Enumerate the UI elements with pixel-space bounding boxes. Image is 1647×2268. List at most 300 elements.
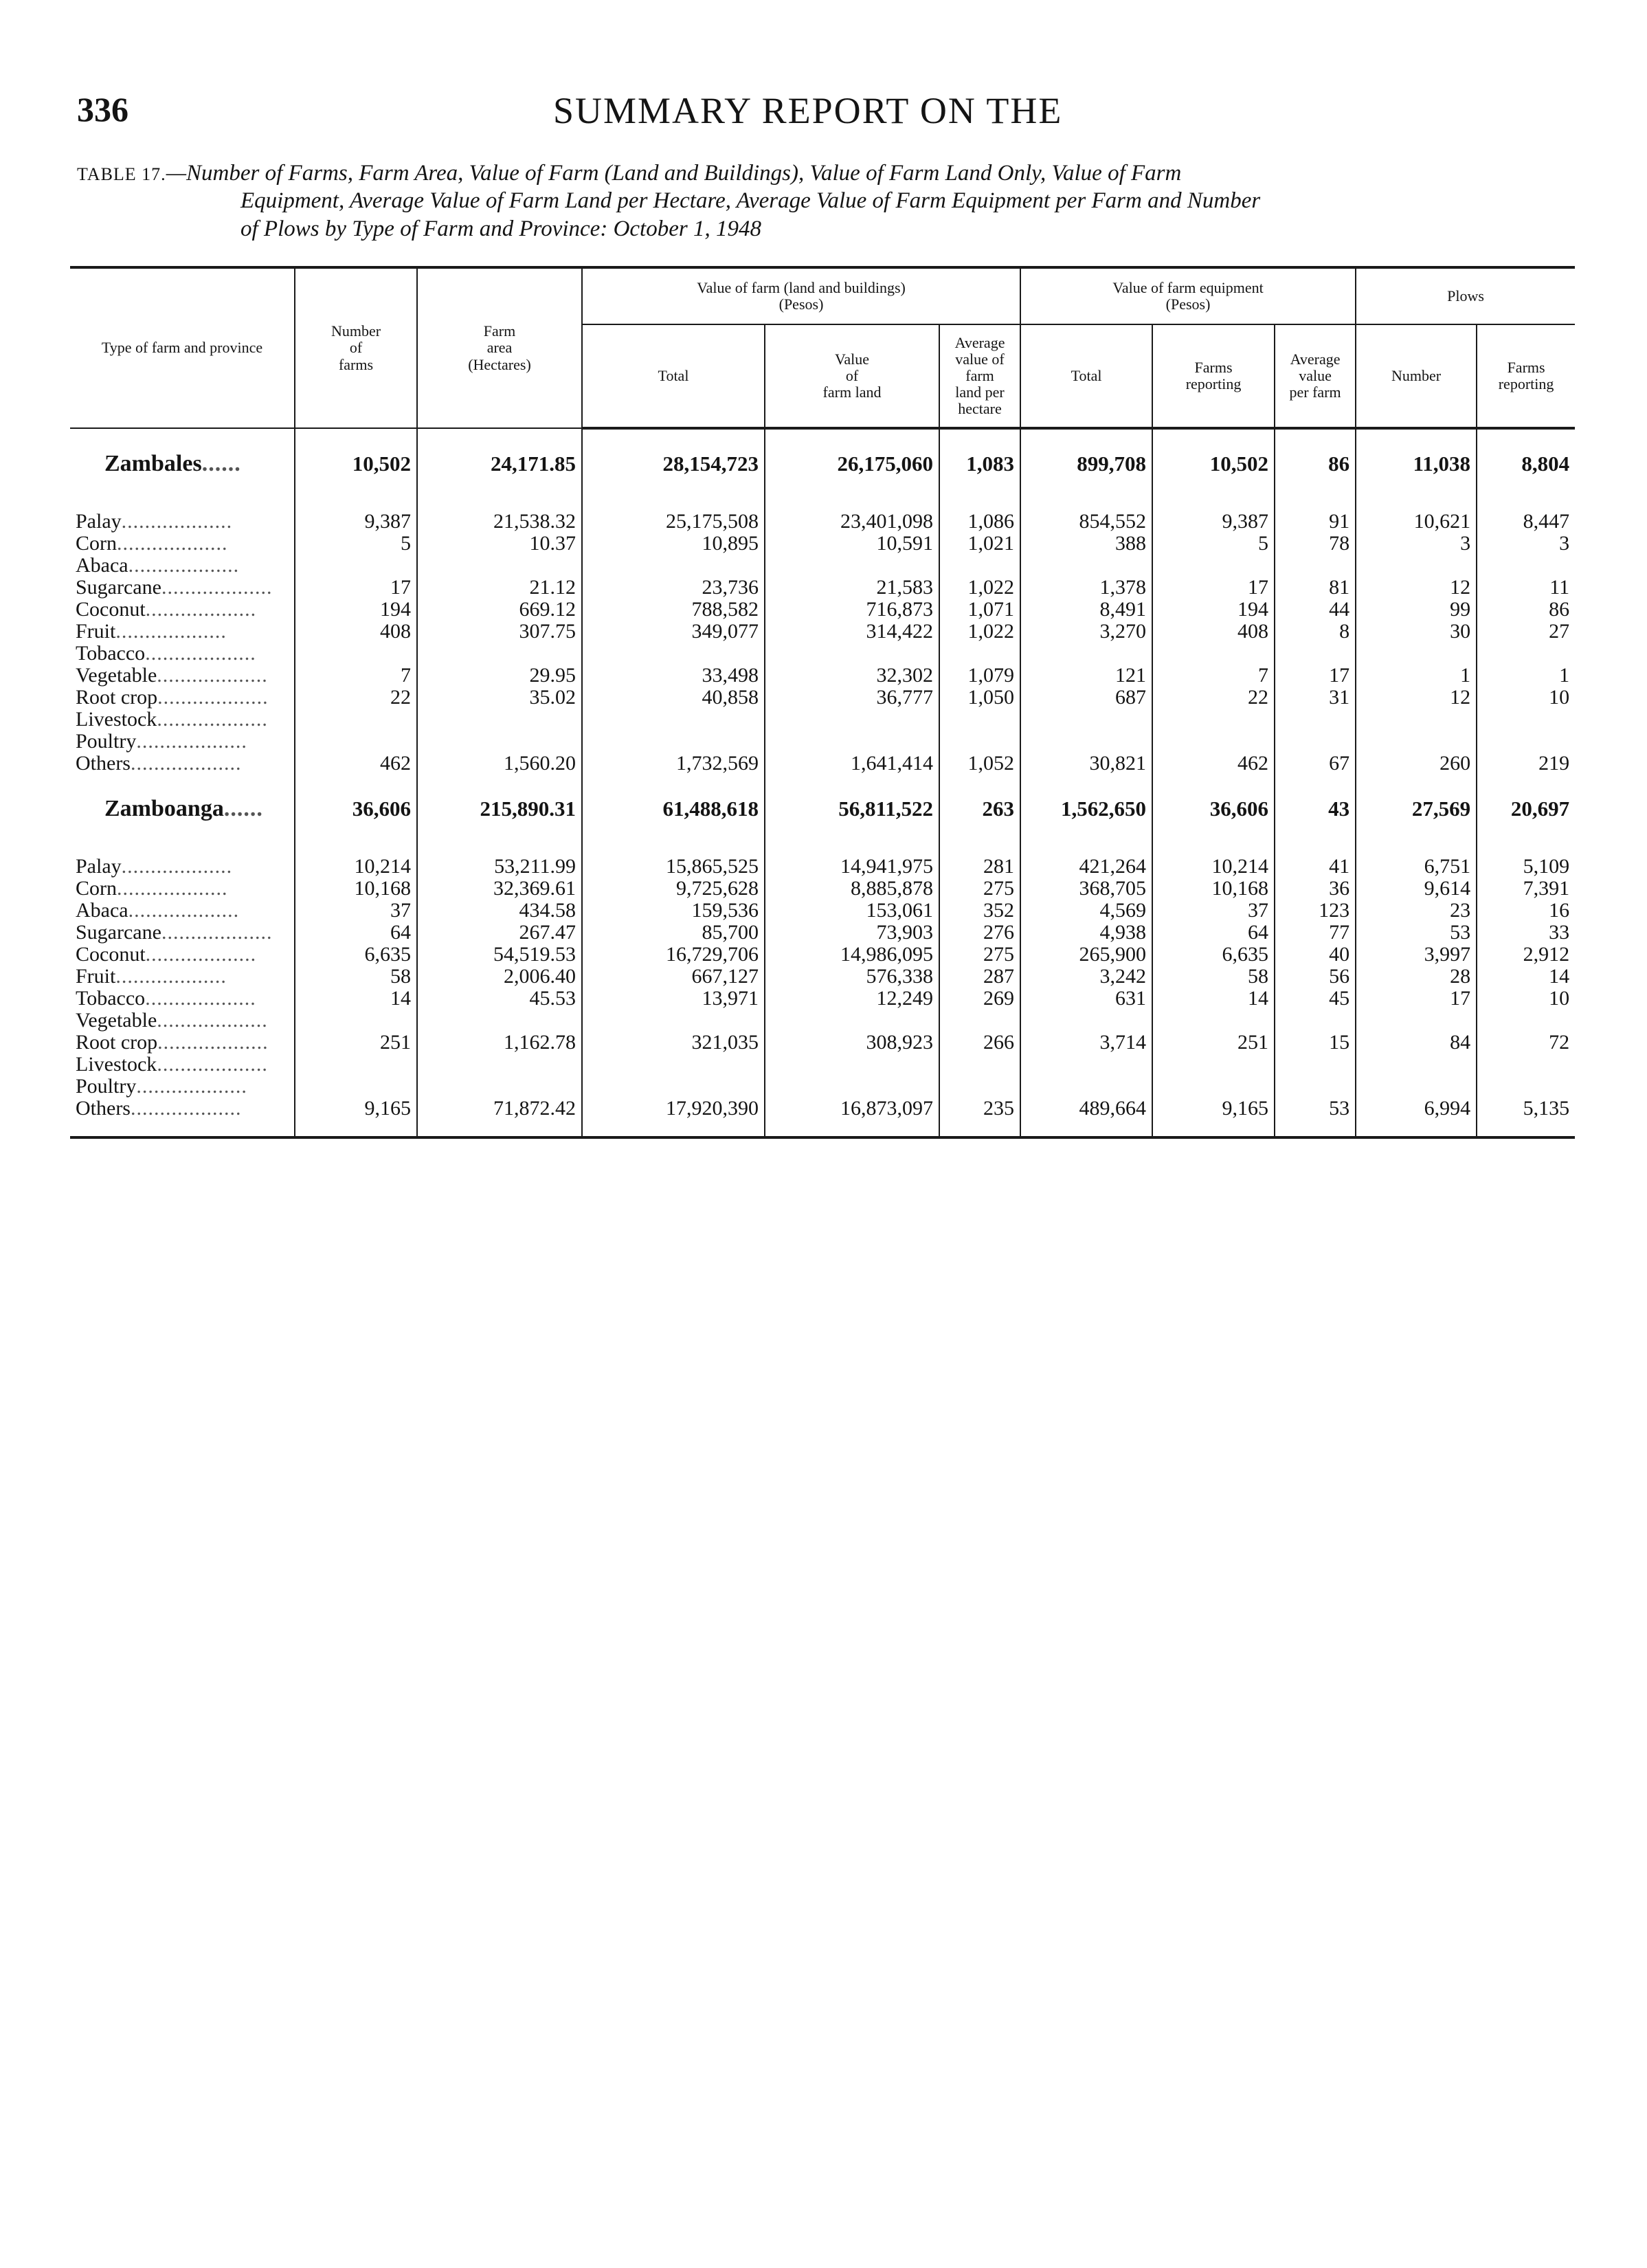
table-cell: 4,569 bbox=[1020, 900, 1152, 922]
table-cell bbox=[939, 709, 1020, 731]
farm-type-label bbox=[70, 1076, 295, 1098]
table-cell: 12,249 bbox=[765, 988, 939, 1010]
table-cell: 41 bbox=[1275, 856, 1356, 878]
row-label-text: Poultry bbox=[76, 731, 137, 753]
table-cell: 388 bbox=[1020, 533, 1152, 555]
farm-type-label bbox=[70, 709, 295, 731]
table-cell bbox=[1152, 1054, 1275, 1076]
table-cell bbox=[1356, 555, 1477, 577]
table-cell bbox=[765, 709, 939, 731]
row-label-text: Palay bbox=[76, 511, 122, 533]
row-label-text: Livestock bbox=[76, 1054, 157, 1076]
leader-dots: ................... bbox=[128, 900, 240, 922]
province-row bbox=[70, 428, 1575, 498]
table-cell bbox=[1020, 731, 1152, 753]
header-plows-farms-reporting: Farms reporting bbox=[1477, 324, 1575, 428]
table-cell bbox=[939, 1054, 1020, 1076]
table-cell: 10,168 bbox=[295, 878, 417, 900]
table-cell: 1,560.20 bbox=[417, 753, 582, 775]
table-cell bbox=[1275, 731, 1356, 753]
table-cell bbox=[1477, 731, 1575, 753]
table-cell: 1,021 bbox=[939, 533, 1020, 555]
table-cell bbox=[939, 731, 1020, 753]
table-cell bbox=[939, 1010, 1020, 1032]
farm-type-label bbox=[70, 1054, 295, 1076]
header-plows-number: Number bbox=[1356, 324, 1477, 428]
leader-dots: ................... bbox=[130, 1098, 242, 1120]
table-cell: 10,502 bbox=[295, 428, 417, 498]
table-cell: 71,872.42 bbox=[417, 1098, 582, 1120]
spacer-cell bbox=[939, 1120, 1020, 1137]
table-cell: 40 bbox=[1275, 944, 1356, 966]
table-row bbox=[70, 533, 1575, 555]
table-cell: 275 bbox=[939, 944, 1020, 966]
caption-text-1: Number of Farms, Farm Area, Value of Farm (Land and Buildings), Value of Farm Land Only, Value of Farm bbox=[186, 161, 1182, 186]
table-cell bbox=[1020, 643, 1152, 665]
farm-type-label bbox=[70, 753, 295, 775]
spacer-cell bbox=[1152, 1120, 1275, 1137]
farm-type-label bbox=[70, 878, 295, 900]
table-cell: 287 bbox=[939, 966, 1020, 988]
table-cell: 9,165 bbox=[295, 1098, 417, 1120]
table-cell: 260 bbox=[1356, 753, 1477, 775]
table-cell: 408 bbox=[295, 621, 417, 643]
table-cell: 21,583 bbox=[765, 577, 939, 599]
row-label-text: Root crop bbox=[76, 1032, 158, 1054]
farm-type-label bbox=[70, 944, 295, 966]
row-label-text: Palay bbox=[76, 856, 122, 878]
table-cell: 37 bbox=[295, 900, 417, 922]
table-cell: 1,562,650 bbox=[1020, 775, 1152, 843]
spacer-cell bbox=[1020, 843, 1152, 856]
table-cell: 35.02 bbox=[417, 687, 582, 709]
spacer-cell bbox=[1356, 1120, 1477, 1137]
table-cell bbox=[765, 1010, 939, 1032]
table-cell: 11,038 bbox=[1356, 428, 1477, 498]
table-cell: 23,401,098 bbox=[765, 511, 939, 533]
table-cell bbox=[939, 643, 1020, 665]
table-cell: 462 bbox=[1152, 753, 1275, 775]
table-cell: 53 bbox=[1275, 1098, 1356, 1120]
table-cell bbox=[1275, 1054, 1356, 1076]
spacer-cell bbox=[1152, 498, 1275, 511]
table-cell: 56 bbox=[1275, 966, 1356, 988]
leader-dots: ................... bbox=[161, 577, 273, 599]
spacer-cell bbox=[582, 498, 765, 511]
spacer-cell bbox=[417, 843, 582, 856]
table-cell: 17 bbox=[295, 577, 417, 599]
table-cell: 10,214 bbox=[295, 856, 417, 878]
leader-dots: ................... bbox=[157, 1032, 269, 1054]
table-row bbox=[70, 966, 1575, 988]
page-number: 336 bbox=[77, 90, 128, 129]
table-cell: 1,022 bbox=[939, 577, 1020, 599]
table-cell: 251 bbox=[295, 1032, 417, 1054]
table-cell bbox=[1356, 1076, 1477, 1098]
row-label-text: Abaca bbox=[76, 555, 128, 577]
table-cell: 17 bbox=[1152, 577, 1275, 599]
table-cell bbox=[939, 1076, 1020, 1098]
table-cell: 9,614 bbox=[1356, 878, 1477, 900]
table-cell: 12 bbox=[1356, 577, 1477, 599]
spacer-cell bbox=[1477, 1120, 1575, 1137]
table-cell: 28 bbox=[1356, 966, 1477, 988]
spacer-cell bbox=[1152, 843, 1275, 856]
table-row bbox=[70, 1098, 1575, 1120]
table-cell: 23 bbox=[1356, 900, 1477, 922]
header-plows: Plows bbox=[1356, 267, 1575, 324]
table-cell bbox=[1275, 1010, 1356, 1032]
leader-dots: ...... bbox=[223, 796, 263, 821]
table-cell: 307.75 bbox=[417, 621, 582, 643]
table-cell: 6,994 bbox=[1356, 1098, 1477, 1120]
table-cell: 269 bbox=[939, 988, 1020, 1010]
table-cell bbox=[417, 1054, 582, 1076]
table-cell: 788,582 bbox=[582, 599, 765, 621]
table-cell: 84 bbox=[1356, 1032, 1477, 1054]
row-label-text: Tobacco bbox=[76, 643, 146, 665]
table-cell: 321,035 bbox=[582, 1032, 765, 1054]
table-row bbox=[70, 878, 1575, 900]
table-cell bbox=[765, 643, 939, 665]
table-cell: 81 bbox=[1275, 577, 1356, 599]
table-cell: 1 bbox=[1356, 665, 1477, 687]
table-cell: 67 bbox=[1275, 753, 1356, 775]
table-cell: 1,162.78 bbox=[417, 1032, 582, 1054]
leader-dots: ................... bbox=[136, 1076, 247, 1098]
table-cell bbox=[1020, 709, 1152, 731]
leader-dots: ................... bbox=[157, 709, 268, 731]
table-cell: 352 bbox=[939, 900, 1020, 922]
leader-dots: ................... bbox=[115, 621, 227, 643]
table-cell: 10,214 bbox=[1152, 856, 1275, 878]
farm-type-label bbox=[70, 731, 295, 753]
spacer-cell bbox=[70, 843, 295, 856]
caption-line-1: TABLE 17.—Number of Farms, Farm Area, Value of Farm (Land and Buildings), Value of Farm Land Only, Value of Farm bbox=[77, 161, 1182, 186]
spacer-cell bbox=[70, 498, 295, 511]
table-cell bbox=[1477, 709, 1575, 731]
leader-dots: ................... bbox=[145, 988, 256, 1010]
leader-dots: ................... bbox=[128, 555, 240, 577]
table-caption bbox=[77, 159, 1571, 243]
table-row bbox=[70, 577, 1575, 599]
table-row bbox=[70, 922, 1575, 944]
table-cell: 15 bbox=[1275, 1032, 1356, 1054]
table-cell: 368,705 bbox=[1020, 878, 1152, 900]
table-cell bbox=[1356, 1054, 1477, 1076]
table-cell: 9,725,628 bbox=[582, 878, 765, 900]
table-cell: 31 bbox=[1275, 687, 1356, 709]
table-cell: 194 bbox=[295, 599, 417, 621]
table-cell: 44 bbox=[1275, 599, 1356, 621]
table-cell: 73,903 bbox=[765, 922, 939, 944]
farm-type-label bbox=[70, 643, 295, 665]
caption-line-2: Equipment, Average Value of Farm Land per Hectare, Average Value of Farm Equipment per Farm and Number bbox=[240, 188, 1261, 214]
table-body bbox=[70, 428, 1575, 1137]
table-cell: 349,077 bbox=[582, 621, 765, 643]
table-cell bbox=[1356, 643, 1477, 665]
table-cell: 17 bbox=[1356, 988, 1477, 1010]
table-cell: 10 bbox=[1477, 988, 1575, 1010]
spacer-cell bbox=[582, 843, 765, 856]
table-cell bbox=[765, 1076, 939, 1098]
table-cell: 854,552 bbox=[1020, 511, 1152, 533]
table-cell: 6,635 bbox=[1152, 944, 1275, 966]
spacer-cell bbox=[765, 843, 939, 856]
table-cell bbox=[1275, 555, 1356, 577]
table-cell: 408 bbox=[1152, 621, 1275, 643]
row-label-text: Corn bbox=[76, 878, 117, 900]
table-cell: 7,391 bbox=[1477, 878, 1575, 900]
table-cell: 86 bbox=[1275, 428, 1356, 498]
table-cell: 5 bbox=[295, 533, 417, 555]
table-cell: 1,378 bbox=[1020, 577, 1152, 599]
leader-dots: ................... bbox=[130, 753, 242, 775]
table-cell bbox=[417, 555, 582, 577]
spacer-row bbox=[70, 843, 1575, 856]
farm-type-label bbox=[70, 988, 295, 1010]
spacer-cell bbox=[1020, 498, 1152, 511]
table-cell: 669.12 bbox=[417, 599, 582, 621]
table-row bbox=[70, 1076, 1575, 1098]
table-cell: 32,369.61 bbox=[417, 878, 582, 900]
spacer-cell bbox=[1356, 843, 1477, 856]
row-label-text: Tobacco bbox=[76, 988, 146, 1010]
table-cell: 30,821 bbox=[1020, 753, 1152, 775]
table-cell: 85,700 bbox=[582, 922, 765, 944]
table-cell bbox=[1356, 731, 1477, 753]
header-equipment-total: Total bbox=[1020, 324, 1152, 428]
row-label-text: Coconut bbox=[76, 944, 146, 966]
table-cell: 8,804 bbox=[1477, 428, 1575, 498]
farm-type-label bbox=[70, 555, 295, 577]
table-cell: 8 bbox=[1275, 621, 1356, 643]
table-cell bbox=[765, 1054, 939, 1076]
table-cell: 314,422 bbox=[765, 621, 939, 643]
row-label-text: Zambales bbox=[104, 450, 202, 476]
table-cell: 1,079 bbox=[939, 665, 1020, 687]
table-cell: 123 bbox=[1275, 900, 1356, 922]
table-cell: 421,264 bbox=[1020, 856, 1152, 878]
table-cell: 434.58 bbox=[417, 900, 582, 922]
table-cell bbox=[1477, 1010, 1575, 1032]
table-cell: 8,885,878 bbox=[765, 878, 939, 900]
table-cell bbox=[417, 1076, 582, 1098]
table-cell bbox=[1275, 643, 1356, 665]
table-cell bbox=[417, 1010, 582, 1032]
table-cell: 17 bbox=[1275, 665, 1356, 687]
table-cell: 235 bbox=[939, 1098, 1020, 1120]
header-number-of-farms: Number of farms bbox=[295, 267, 417, 428]
table-label: TABLE 17. bbox=[77, 164, 166, 184]
table-cell: 215,890.31 bbox=[417, 775, 582, 843]
table-cell bbox=[1020, 1054, 1152, 1076]
table-cell: 23,736 bbox=[582, 577, 765, 599]
table-cell bbox=[1356, 1010, 1477, 1032]
leader-dots: ................... bbox=[157, 1010, 268, 1032]
table-cell: 3 bbox=[1356, 533, 1477, 555]
table-cell: 54,519.53 bbox=[417, 944, 582, 966]
row-label-text: Livestock bbox=[76, 709, 157, 731]
table-cell: 21.12 bbox=[417, 577, 582, 599]
table-row bbox=[70, 643, 1575, 665]
table-cell bbox=[295, 643, 417, 665]
table-cell: 36,606 bbox=[295, 775, 417, 843]
farm-type-label bbox=[70, 1010, 295, 1032]
table-cell: 58 bbox=[295, 966, 417, 988]
table-cell bbox=[1477, 555, 1575, 577]
table-cell: 40,858 bbox=[582, 687, 765, 709]
table-cell bbox=[1152, 643, 1275, 665]
table-cell bbox=[1152, 731, 1275, 753]
table-cell: 1 bbox=[1477, 665, 1575, 687]
row-label-text: Others bbox=[76, 1098, 131, 1120]
table-cell: 12 bbox=[1356, 687, 1477, 709]
table-row bbox=[70, 944, 1575, 966]
table-cell: 716,873 bbox=[765, 599, 939, 621]
table-cell: 15,865,525 bbox=[582, 856, 765, 878]
table-cell: 1,071 bbox=[939, 599, 1020, 621]
table-cell: 275 bbox=[939, 878, 1020, 900]
table-cell: 14 bbox=[295, 988, 417, 1010]
table-cell bbox=[1152, 1010, 1275, 1032]
farm-type-label bbox=[70, 621, 295, 643]
spacer-cell bbox=[295, 1120, 417, 1137]
table-cell bbox=[582, 555, 765, 577]
table-row bbox=[70, 621, 1575, 643]
table-cell: 14 bbox=[1477, 966, 1575, 988]
table-cell: 43 bbox=[1275, 775, 1356, 843]
table-row bbox=[70, 665, 1575, 687]
leader-dots: ................... bbox=[157, 687, 269, 709]
table-cell: 631 bbox=[1020, 988, 1152, 1010]
table-row bbox=[70, 1010, 1575, 1032]
table-row bbox=[70, 900, 1575, 922]
table-cell bbox=[582, 1076, 765, 1098]
table-cell: 78 bbox=[1275, 533, 1356, 555]
spacer-cell bbox=[1275, 1120, 1356, 1137]
table-cell: 32,302 bbox=[765, 665, 939, 687]
table-cell: 58 bbox=[1152, 966, 1275, 988]
farm-type-label bbox=[70, 687, 295, 709]
table-cell: 33 bbox=[1477, 922, 1575, 944]
table-cell: 17,920,390 bbox=[582, 1098, 765, 1120]
table-row bbox=[70, 687, 1575, 709]
table-cell: 7 bbox=[1152, 665, 1275, 687]
table-cell: 22 bbox=[295, 687, 417, 709]
table-row bbox=[70, 709, 1575, 731]
table-cell: 5 bbox=[1152, 533, 1275, 555]
farm-type-label bbox=[70, 577, 295, 599]
table-cell bbox=[939, 555, 1020, 577]
spacer-cell bbox=[765, 1120, 939, 1137]
table-cell: 687 bbox=[1020, 687, 1152, 709]
table-cell: 20,697 bbox=[1477, 775, 1575, 843]
table-cell: 10,591 bbox=[765, 533, 939, 555]
leader-dots: ................... bbox=[157, 1054, 268, 1076]
table-cell: 1,641,414 bbox=[765, 753, 939, 775]
table-cell: 9,165 bbox=[1152, 1098, 1275, 1120]
table-cell: 14 bbox=[1152, 988, 1275, 1010]
leader-dots: ................... bbox=[136, 731, 247, 753]
table-cell bbox=[295, 555, 417, 577]
table-cell bbox=[295, 731, 417, 753]
table-cell: 91 bbox=[1275, 511, 1356, 533]
table-row bbox=[70, 1054, 1575, 1076]
spacer-cell bbox=[295, 498, 417, 511]
table-cell: 45.53 bbox=[417, 988, 582, 1010]
table-cell: 1,732,569 bbox=[582, 753, 765, 775]
table-cell: 1,086 bbox=[939, 511, 1020, 533]
table-row bbox=[70, 1032, 1575, 1054]
table-row bbox=[70, 753, 1575, 775]
table-cell bbox=[1152, 709, 1275, 731]
table-cell bbox=[1020, 1010, 1152, 1032]
table-cell: 3,242 bbox=[1020, 966, 1152, 988]
table-cell bbox=[1477, 643, 1575, 665]
farm-type-label bbox=[70, 856, 295, 878]
table-row bbox=[70, 555, 1575, 577]
row-label-text: Poultry bbox=[76, 1076, 137, 1098]
header-land-total: Total bbox=[582, 324, 765, 428]
spacer-cell bbox=[765, 498, 939, 511]
table-cell: 16,729,706 bbox=[582, 944, 765, 966]
table-cell: 13,971 bbox=[582, 988, 765, 1010]
table-cell: 1,083 bbox=[939, 428, 1020, 498]
table-cell: 86 bbox=[1477, 599, 1575, 621]
table-cell: 1,050 bbox=[939, 687, 1020, 709]
table-cell: 153,061 bbox=[765, 900, 939, 922]
table-cell: 489,664 bbox=[1020, 1098, 1152, 1120]
province-row bbox=[70, 775, 1575, 843]
row-label-text: Vegetable bbox=[76, 1010, 157, 1032]
spacer-cell bbox=[582, 1120, 765, 1137]
table-cell: 22 bbox=[1152, 687, 1275, 709]
row-label-text: Coconut bbox=[76, 599, 146, 621]
table-cell bbox=[295, 1076, 417, 1098]
leader-dots: ................... bbox=[145, 944, 257, 966]
table-cell: 194 bbox=[1152, 599, 1275, 621]
table-cell: 2,006.40 bbox=[417, 966, 582, 988]
table-cell bbox=[1275, 709, 1356, 731]
table-cell: 37 bbox=[1152, 900, 1275, 922]
table-cell: 10,168 bbox=[1152, 878, 1275, 900]
table-cell bbox=[582, 1010, 765, 1032]
table-cell: 29.95 bbox=[417, 665, 582, 687]
table-cell: 9,387 bbox=[295, 511, 417, 533]
leader-dots: ................... bbox=[117, 533, 228, 555]
spacer-cell bbox=[1477, 498, 1575, 511]
table-cell: 10,621 bbox=[1356, 511, 1477, 533]
table-cell: 5,109 bbox=[1477, 856, 1575, 878]
table-cell: 121 bbox=[1020, 665, 1152, 687]
row-label-text: Vegetable bbox=[76, 665, 157, 687]
table-cell bbox=[295, 1010, 417, 1032]
table-cell: 3,714 bbox=[1020, 1032, 1152, 1054]
table-cell: 251 bbox=[1152, 1032, 1275, 1054]
table-cell: 667,127 bbox=[582, 966, 765, 988]
leader-dots: ................... bbox=[157, 665, 268, 687]
table-cell: 24,171.85 bbox=[417, 428, 582, 498]
leader-dots: ................... bbox=[121, 511, 233, 533]
table-cell: 36,777 bbox=[765, 687, 939, 709]
table-row bbox=[70, 731, 1575, 753]
table-cell: 14,941,975 bbox=[765, 856, 939, 878]
spacer-cell bbox=[1275, 843, 1356, 856]
table-cell bbox=[765, 555, 939, 577]
table-cell bbox=[1152, 555, 1275, 577]
header-equipment-average-per-farm: Average value per farm bbox=[1275, 324, 1356, 428]
